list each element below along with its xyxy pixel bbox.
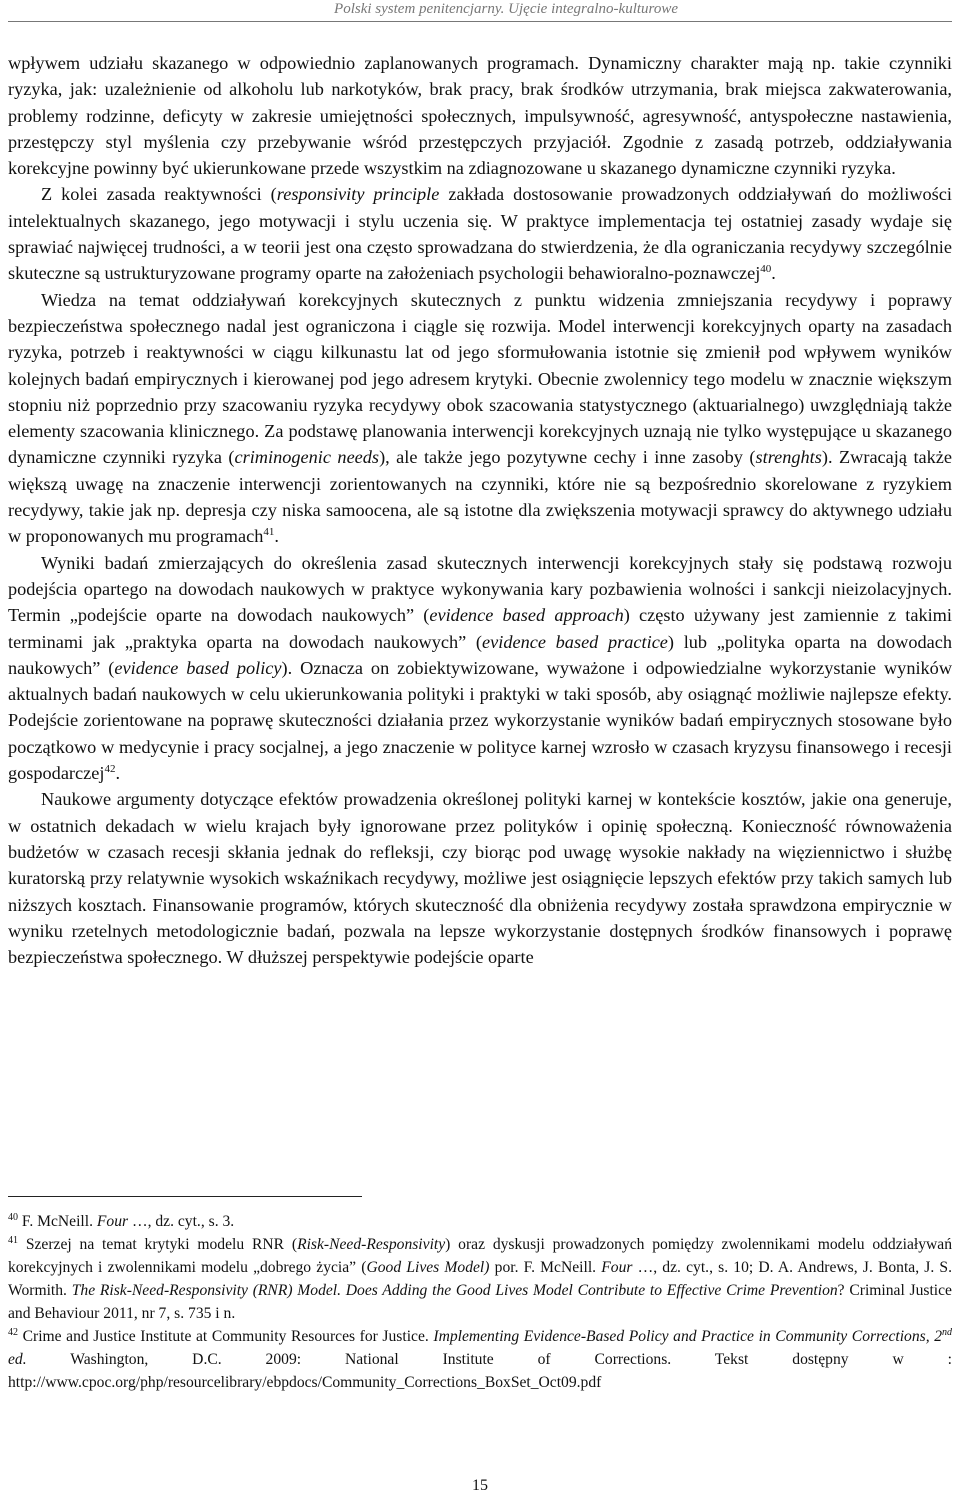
body-paragraph (8, 287, 952, 550)
text-run: Z kolei zasada reaktywności ( (41, 184, 277, 205)
italic-term: criminogenic needs (234, 447, 380, 468)
italic-term: Four (96, 1213, 129, 1230)
italic-term: ed. (8, 1351, 27, 1368)
italic-term: evidence based policy (114, 657, 282, 678)
body-paragraph (8, 181, 952, 286)
footnote-reference: 42 (104, 763, 116, 776)
text-run: ? Criminal Justice and Behaviour 2011, nr 7, s. 735 i n. (8, 1282, 952, 1322)
page-number: 15 (472, 1477, 488, 1494)
text-run: Wyniki badań zmierzających do określenia zasad skutecznych interwencji korekcyjnych stały się podstawą rozwoju podejścia opartego na dowodach naukowych w praktyce wykonywania kary pozbawienia wolności i sankcji nieizolacyjnych. Termin „podejście oparte na dowodach naukowych” ( (8, 552, 952, 626)
footnote-reference: 42 (8, 1327, 18, 1338)
text-run: Washington, D.C. 2009: National Institute of Corrections. Tekst dostępny w : http://www.cpoc.org/php/resourcelibrary/ebpdocs/Community_Corrections_BoxSet_Oct09.pdf (8, 1351, 952, 1391)
text-run: …, dz. cyt., s. 3. (128, 1213, 235, 1230)
italic-term: Good Lives Model) (366, 1259, 490, 1276)
text-run: ). Oznacza on zobiektywizowane, wyważone i odpowiedzialne wykorzystanie wyników aktualnych badań naukowych w celu ukierunkowania polityki i praktyki w taki sposób, aby osiągnąć możliwie najlepsze efekty. Podejście zorientowane na poprawę skuteczności działania przez wykorzystanie wyników badań empirycznych stosowane było początkowo w medycynie i pracy socjalnej, a jego znaczenie w polityce karnej wzrosło w czasach kryzysu finansowego i recesji gospodarczej (8, 657, 953, 784)
footnote-reference: 40 (760, 263, 772, 276)
text-run: . (274, 526, 279, 547)
text-run: ) oraz dyskusji prowadzonych pomiędzy zwolennikami modelu oddziaływań korekcyjnych i zwolennikami modelu „dobrego życia” ( (8, 1236, 952, 1276)
text-run: ) lub „polityka oparta na dowodach naukowych” ( (8, 631, 952, 678)
italic-term: responsivity principle (276, 184, 440, 205)
footnote-reference: 40 (8, 1212, 18, 1223)
text-run: Szerzej na temat krytyki modelu RNR ( (18, 1236, 298, 1253)
text-run: ). Zwracają także większą uwagę na znaczenie interwencji zorientowanych na czynniki, które nie są bezpośrednio skorelowane z ryzykiem recydywy, takie jak np. depresja czy niska samoocena, ale są istotne dla zwiększenia motywacji sprawcy do aktywnego udziału w proponowanych mu programach (8, 447, 953, 547)
footnote-separator (8, 1196, 362, 1197)
running-title: Polski system penitencjarny. Ujęcie integralno-kulturowe (334, 1, 678, 17)
footnote (8, 1325, 952, 1394)
footnote (8, 1233, 952, 1325)
footnote-reference: 41 (8, 1235, 18, 1246)
text-run: F. McNeill. (18, 1213, 97, 1230)
text-run: Wiedza na temat oddziaływań korekcyjnych skutecznych z punktu widzenia zmniejszania recydywy i poprawy bezpieczeństwa społecznego nadal jest ograniczona i ciągle się rozwija. Model interwencji korekcyjnych oparty na zasadach ryzyka, potrzeb i reaktywności w ciągu kilkunastu lat od jego sformułowania istotnie się zmienił pod wpływem wyników kolejnych badań empirycznych i kierowanej pod jego adresem krytyki. Obecnie zwolennicy tego modelu w znacznie większym stopniu niż poprzednio przy szacowaniu ryzyka recydywy obok szacowania statystycznego (aktuarialnego) uwzględniają także elementy szacowania klinicznego. Za podstawę planowania interwencji korekcyjnych uznają nie tylko występujące u skazanego dynamiczne czynniki ryzyka ( (8, 289, 952, 468)
text-run: Naukowe argumenty dotyczące efektów prowadzenia określonej polityki karnej w kontekście kosztów, jakie ona generuje, w ostatnich dekadach w wielu krajach były ignorowane przez polityków i opinię społeczną. Konieczność równoważenia budżetów w czasach recesji skłania jednak do refleksji, czy biorąc pod uwagę wysokie nakłady na więziennictwo i służbę kuratorską przy relatywnie wysokich wskaźnikach recydywy, możliwe jest osiągnięcie lepszych efektów przy takich samych lub niższych kosztach. Finansowanie programów, których skuteczność dla obniżenia recydywy została sprawdzona empirycznie w wyniku rzetelnych metodologicznie badań, pozwala na lepsze wykorzystanie dostępnych środków finansowych i poprawę bezpieczeństwa społecznego. W dłuższej perspektywie podejście oparte (8, 789, 952, 968)
header-rule (8, 21, 952, 22)
body-paragraph (8, 550, 952, 787)
text-run: wpływem udziału skazanego w odpowiednio zaplanowanych programach. Dynamiczny charakter mają np. takie czynniki ryzyka, jak: uzależnienie od alkoholu lub narkotyków, brak pracy, brak środków utrzymania, brak miejsca zakwaterowania, problemy rodzinne, deficyty w zakresie umiejętności społecznych, impulsywność, agresywność, antyspołeczne nastawienia, przestępczy styl myślenia czy przebywanie wśród przestępczych przyjaciół. Zgodnie z zasadą potrzeb, oddziaływania korekcyjne powinny być ukierunkowane przede wszystkim na zdiagnozowane u skazanego dynamiczne czynniki ryzyka. (8, 53, 952, 179)
italic-term: Risk-Need-Responsivity (297, 1236, 446, 1253)
footnotes (8, 1210, 952, 1394)
italic-term: Implementing Evidence-Based Policy and Practice in Community Corrections, 2 (433, 1328, 943, 1345)
text-run: Crime and Justice Institute at Community Resources for Justice. (18, 1328, 434, 1345)
italic-term: evidence based practice (482, 631, 668, 652)
running-header (0, 0, 960, 22)
body-paragraph (8, 50, 952, 181)
italic-term: The Risk-Need-Responsivity (RNR) Model. Does Adding the Good Lives Model Contribute to Effective Crime Prevention (71, 1282, 838, 1299)
footnote-reference: nd (942, 1327, 953, 1338)
body-paragraph (8, 786, 952, 970)
text-run: ), ale także jego pozytywne cechy i inne zasoby ( (379, 447, 756, 468)
body-text (8, 50, 952, 970)
italic-term: Four (601, 1259, 633, 1276)
text-run: …, dz. cyt., s. 10; D. A. Andrews, J. Bonta, J. S. Wormith. (8, 1259, 953, 1299)
text-run: zakłada dostosowanie prowadzonych oddziaływań do możliwości intelektualnych skazanego, jego motywacji i stylu uczenia się. W praktyce implementacja tej ostatniej zasady wydaje się sprawiać najwięcej trudności, a w teorii jest ona często sprowadzana do stwierdzenia, że dla ograniczania recydywy szczególnie skuteczne są ustrukturyzowane programy oparte na założeniach psychologii behawioralno-poznawczej (8, 184, 952, 284)
text-run: . (115, 763, 121, 784)
italic-term: evidence based approach (429, 605, 624, 626)
footnote (8, 1210, 952, 1233)
italic-term: strenghts (755, 447, 822, 468)
text-run: por. F. McNeill. (489, 1259, 602, 1276)
text-run: ) często używany jest zamiennie z takimi terminami jak „praktyka oparta na dowodach naukowych” ( (8, 605, 952, 652)
text-run: . (771, 263, 776, 284)
footnote-reference: 41 (263, 526, 275, 539)
